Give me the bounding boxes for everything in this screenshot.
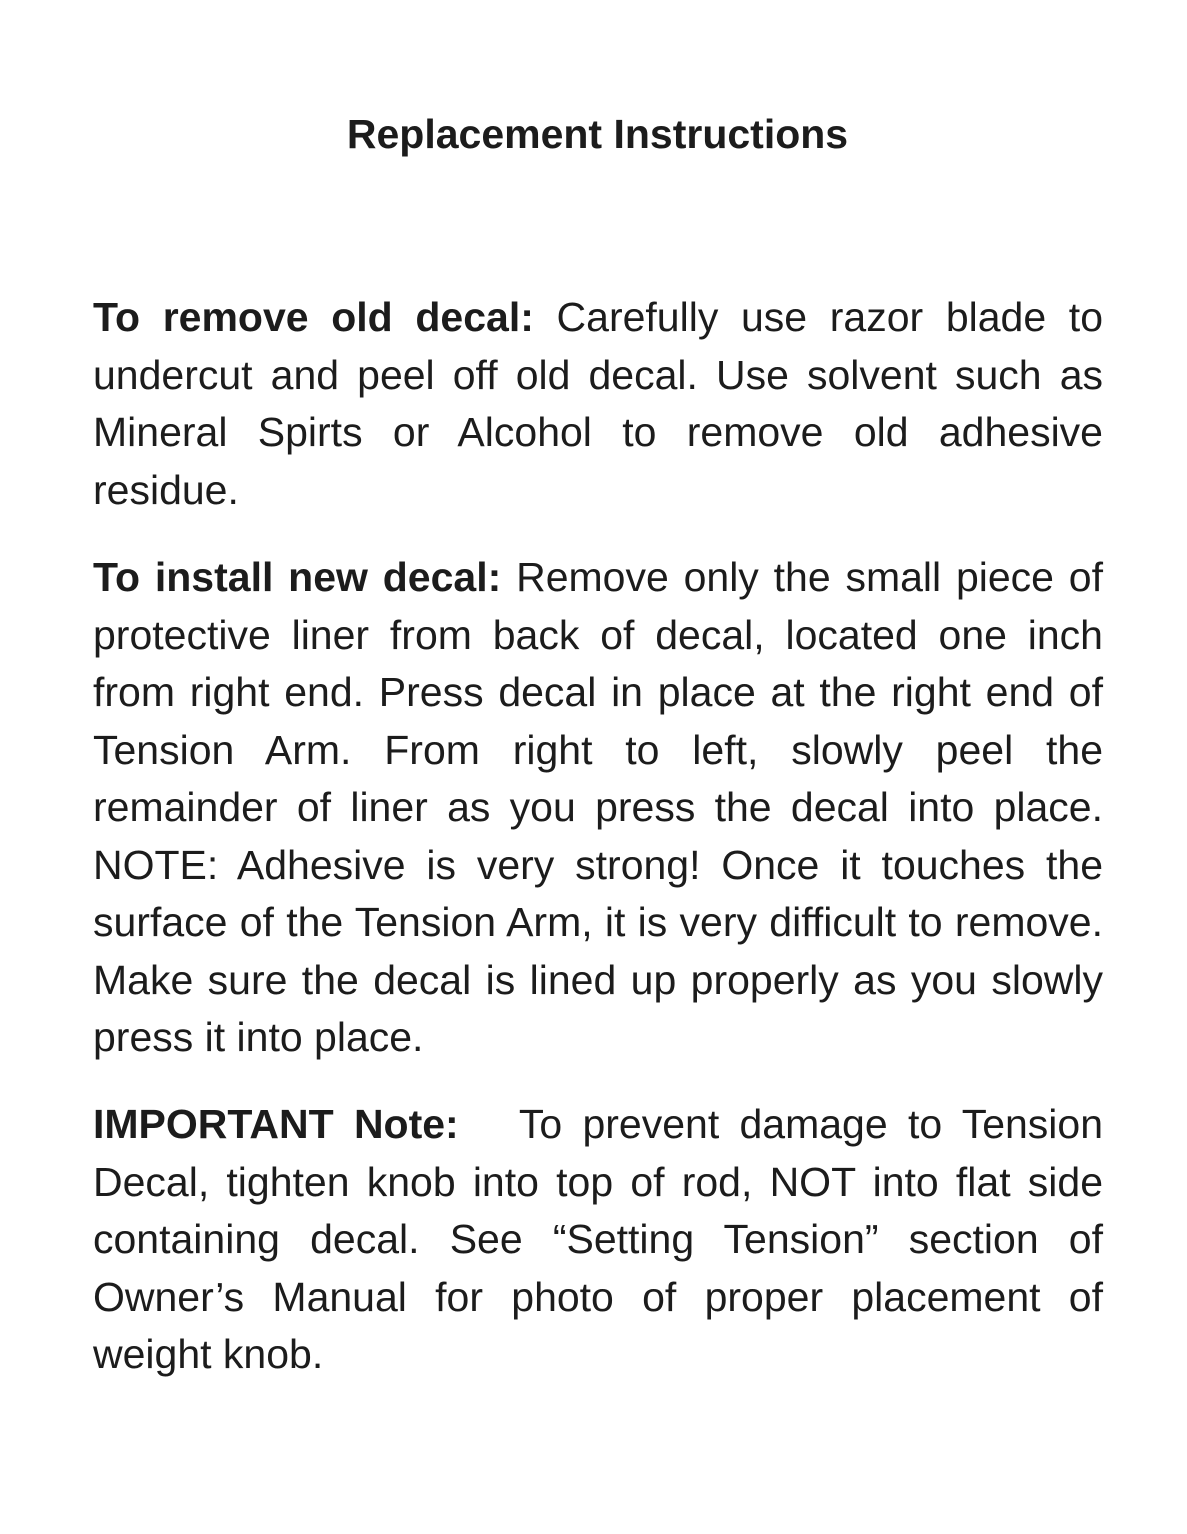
- remove-decal-text: Carefully use razor blade to undercut and peel off old decal. Use solvent such as Mineral Spirts or Alcohol to remove old adhesive residue.: [93, 294, 1103, 513]
- install-decal-paragraph: [93, 549, 1103, 1067]
- important-note-paragraph: [93, 1096, 1103, 1384]
- remove-decal-paragraph: [93, 289, 1103, 519]
- remove-decal-heading: To remove old decal:: [93, 294, 534, 340]
- important-note-heading: IMPORTANT Note:: [93, 1101, 459, 1147]
- document-title: Replacement Instructions: [346, 111, 849, 157]
- install-decal-text: Remove only the small piece of protective liner from back of decal, located one inch from right end. Press decal in place at the right end of Tension Arm. From right to left, slowly peel the remainder of liner as you press the decal into place. NOTE: Adhesive is very strong! Once it touches the surface of the Tension Arm, it is very difficult to remove. Make sure the decal is lined up properly as you slowly press it into place.: [93, 554, 1103, 1060]
- install-decal-heading: To install new decal:: [93, 554, 502, 600]
- important-note-text: To prevent damage to Tension Decal, tighten knob into top of rod, NOT into flat side containing decal. See “Setting Tension” section of Owner’s Manual for photo of proper placement of weight knob.: [93, 1101, 1104, 1377]
